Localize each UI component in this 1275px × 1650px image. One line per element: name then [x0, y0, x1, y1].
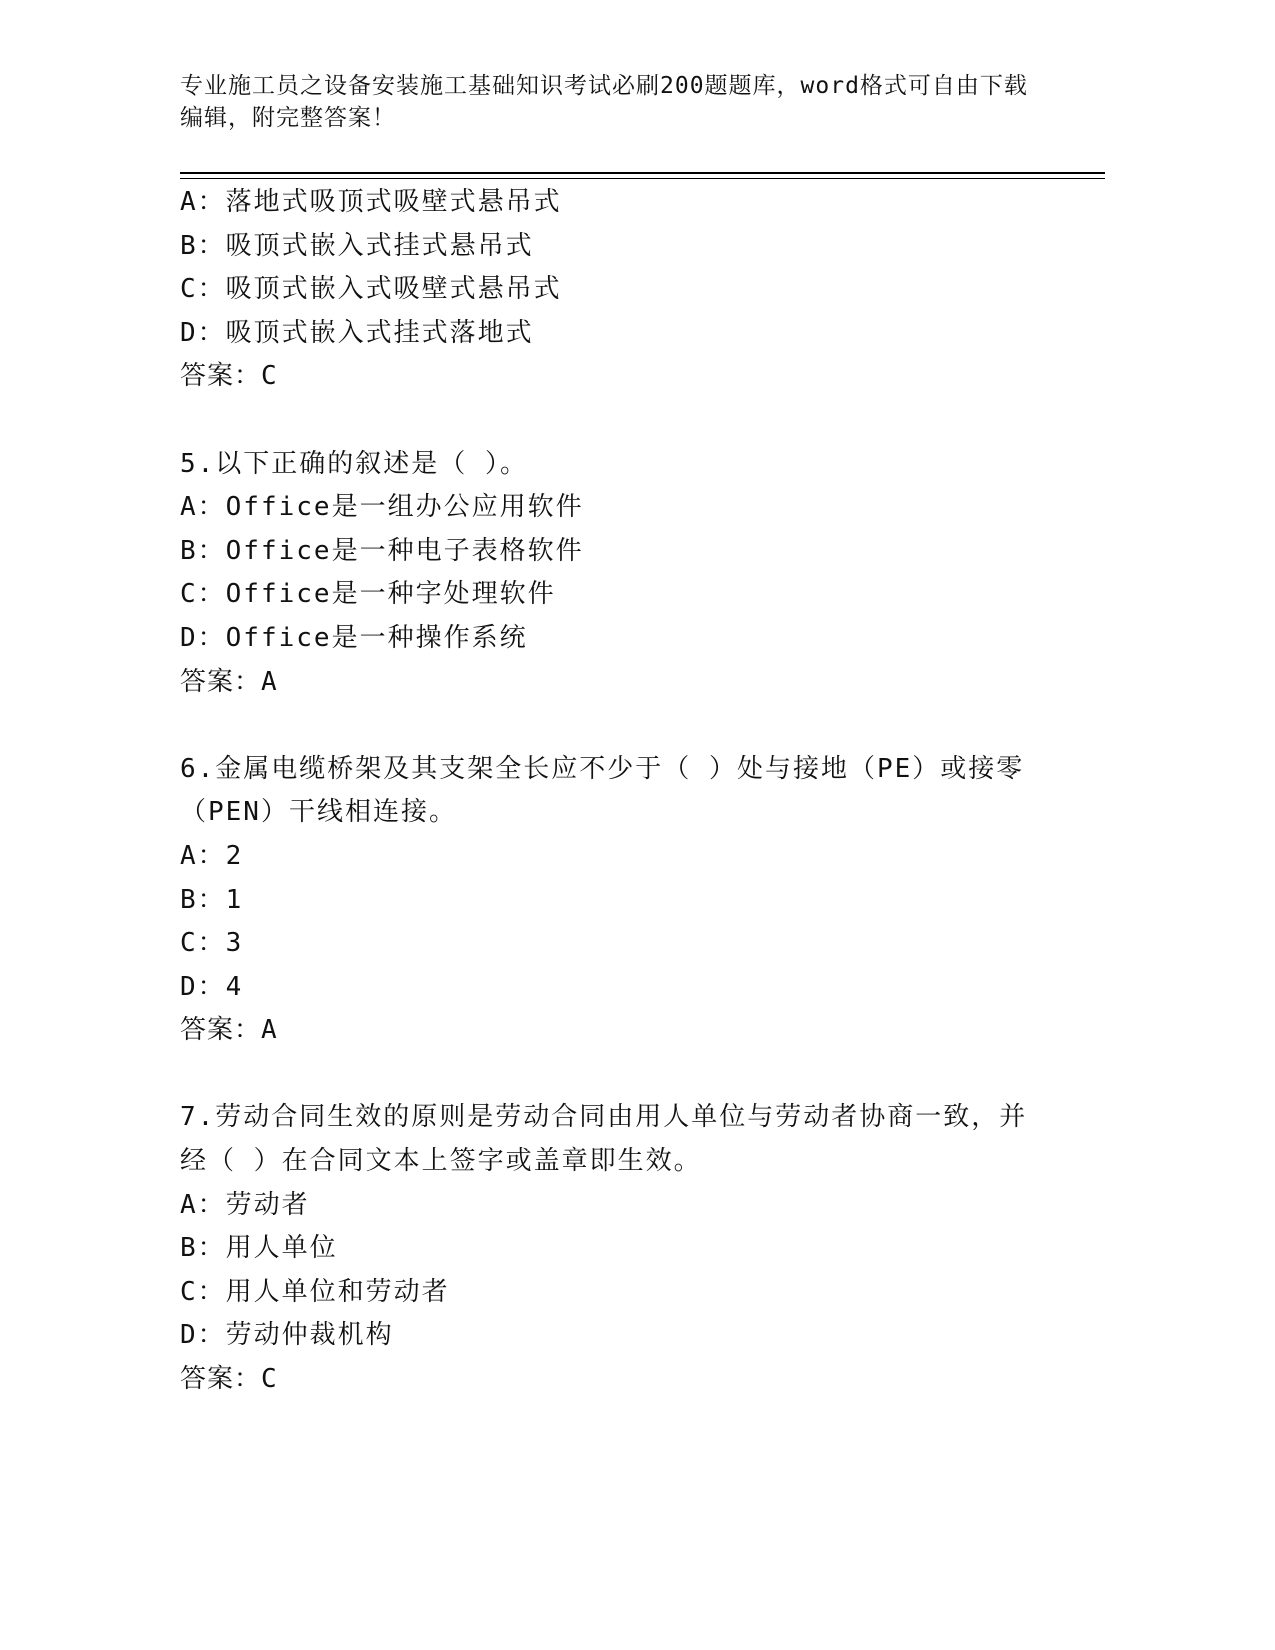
question-4-option-d: D：吸顶式嵌入式挂式落地式	[180, 317, 534, 348]
question-6-option-a: A：2	[180, 840, 244, 871]
question-5-answer: 答案：A	[180, 666, 278, 697]
question-6-block	[180, 748, 1105, 1053]
document-header-title: 专业施工员之设备安装施工基础知识考试必刷200题题库，word格式可自由下载编辑，附完整答案！	[180, 73, 1028, 131]
question-list	[180, 181, 1105, 1402]
spacer	[180, 704, 1105, 748]
question-6-option-c: C：3	[180, 928, 244, 959]
question-4-option-b: B：吸顶式嵌入式挂式悬吊式	[180, 230, 534, 261]
question-5-block	[180, 443, 1105, 705]
question-7-option-a: A：劳动者	[180, 1189, 310, 1220]
question-7-block	[180, 1096, 1105, 1401]
question-6-option-d: D：4	[180, 971, 244, 1002]
question-5-option-a: A：Office是一组办公应用软件	[180, 492, 584, 523]
header-divider-thin	[180, 178, 1105, 179]
question-6-text: 6.金属电缆桥架及其支架全长应不少于（ ）处与接地（PE）或接零（PEN）干线相连接。	[180, 753, 1025, 828]
question-5-text: 5.以下正确的叙述是（ ）。	[180, 448, 528, 479]
question-6-option-b: B：1	[180, 884, 244, 915]
question-4-answer: 答案：C	[180, 361, 278, 392]
question-7-option-c: C：用人单位和劳动者	[180, 1276, 450, 1307]
question-7-text: 7.劳动合同生效的原则是劳动合同由用人单位与劳动者协商一致，并经（ ）在合同文本上签字或盖章即生效。	[180, 1102, 1028, 1177]
question-4-option-c: C：吸顶式嵌入式吸壁式悬吊式	[180, 274, 562, 305]
document-page	[180, 0, 1105, 1650]
question-7-option-d: D：劳动仲裁机构	[180, 1320, 394, 1351]
question-5-option-d: D：Office是一种操作系统	[180, 622, 528, 653]
question-7-answer: 答案：C	[180, 1364, 278, 1395]
question-7-option-b: B：用人单位	[180, 1233, 338, 1264]
question-4-block	[180, 181, 1105, 399]
question-5-option-b: B：Office是一种电子表格软件	[180, 535, 584, 566]
spacer	[180, 399, 1105, 443]
header-divider-thick	[180, 172, 1105, 174]
question-5-option-c: C：Office是一种字处理软件	[180, 579, 556, 610]
question-4-option-a: A：落地式吸顶式吸壁式悬吊式	[180, 187, 562, 217]
spacer	[180, 1053, 1105, 1097]
question-6-answer: 答案：A	[180, 1015, 278, 1046]
